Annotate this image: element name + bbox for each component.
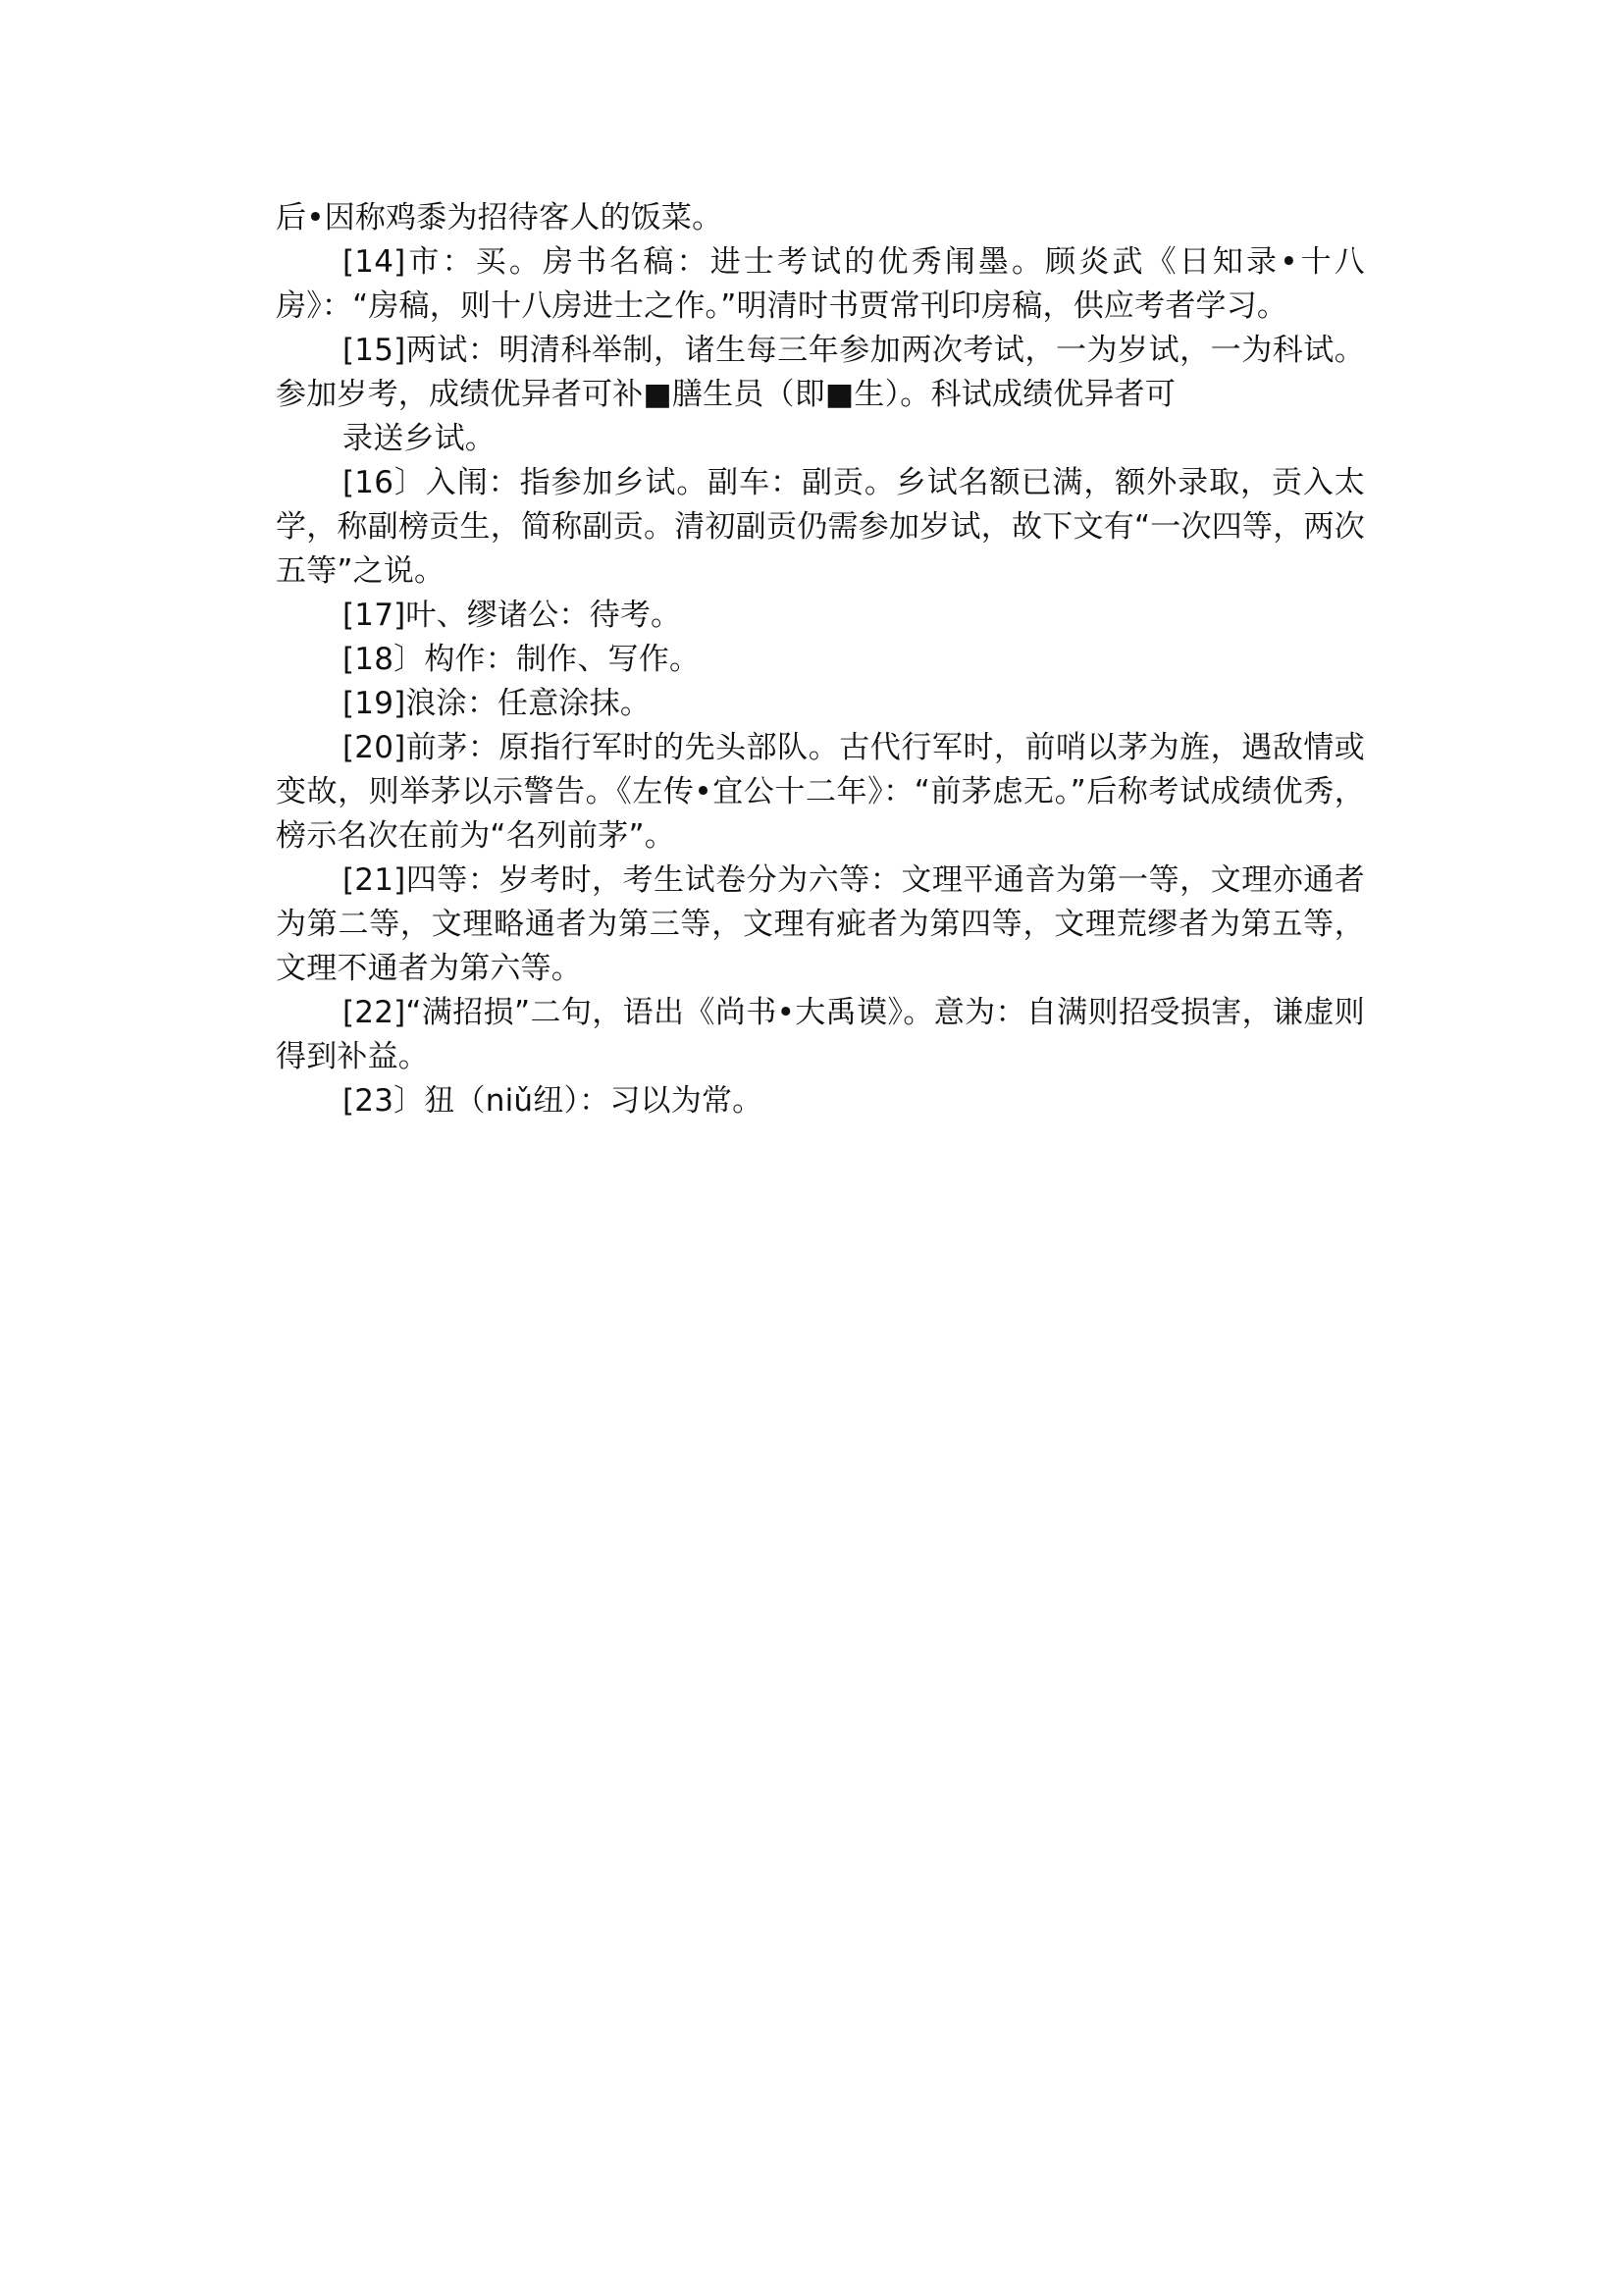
note-22: [22]“满招损”二句，语出《尚书•大禹谟》。意为：自满则招受损害，谦虚则得到补益。: [276, 995, 1365, 1074]
note-18: [18〕构作：制作、写作。: [342, 642, 701, 677]
note-17: [17]叶、缪诸公：待考。: [342, 598, 682, 633]
note-15: [15]两试：明清科举制，诸生每三年参加两次考试，一为岁试，一为科试。参加岁考，成绩优异者可补■膳生员（即■生）。科试成绩优异者可: [276, 333, 1365, 412]
note-line: 后•因称鸡黍为招待客人的饭菜。: [276, 200, 723, 235]
note-16: [16〕入闱：指参加乡试。副车：副贡。乡试名额已满，额外录取，贡入太学，称副榜贡生，简称副贡。清初副贡仍需参加岁试，故下文有“一次四等，两次五等”之说。: [276, 465, 1365, 589]
annotation-notes: [276, 196, 1365, 1123]
note-14: [14]市：买。房书名稿：进士考试的优秀闱墨。顾炎武《日知录•十八房》：“房稿，则十八房进士之作。”明清时书贾常刊印房稿，供应考者学习。: [276, 244, 1365, 324]
note-19: [19]浪涂：任意涂抹。: [342, 686, 652, 721]
note-15-continuation: 录送乡试。: [342, 421, 496, 456]
note-23: [23〕狃（niǔ纽）：习以为常。: [342, 1083, 763, 1119]
note-20: [20]前茅：原指行军时的先头部队。古代行军时，前哨以茅为旌，遇敌情或变故，则举茅以示警告。《左传•宜公十二年》：“前茅虑无。”后称考试成绩优秀，榜示名次在前为“名列前茅”。: [276, 730, 1365, 854]
note-21: [21]四等：岁考时，考生试卷分为六等：文理平通音为第一等，文理亦通者为第二等，文理略通者为第三等，文理有疵者为第四等，文理荒缪者为第五等，文理不通者为第六等。: [276, 862, 1365, 986]
